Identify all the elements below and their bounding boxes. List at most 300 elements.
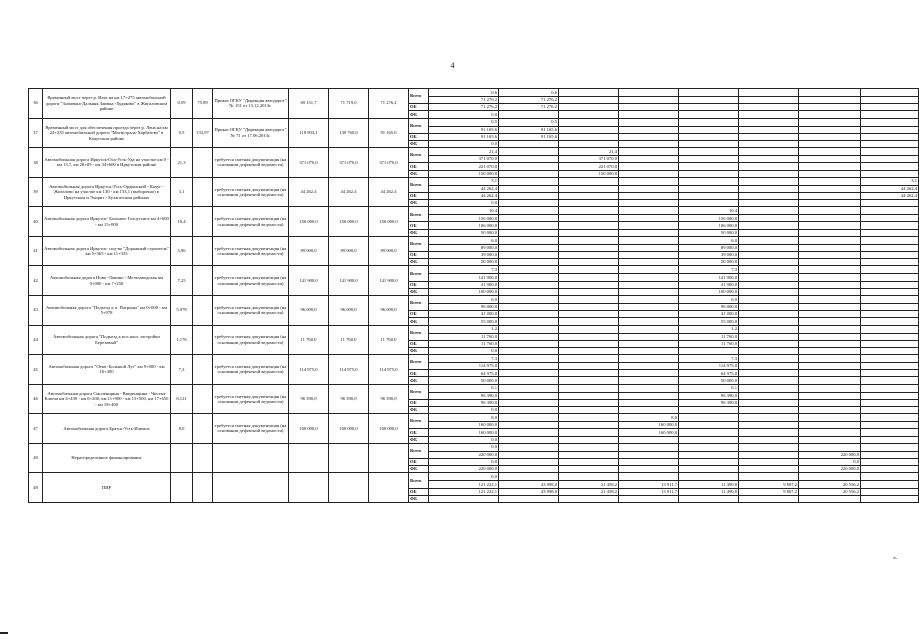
cost-percent [193, 325, 213, 355]
amount-cell [861, 436, 919, 443]
amount-cell [499, 156, 559, 163]
amount-cell [619, 163, 679, 170]
amount-cell: 106 000,0 [679, 222, 739, 229]
amount-cell [799, 384, 861, 392]
amount-cell [619, 443, 679, 451]
amount-cell [559, 318, 619, 325]
amount-cell [739, 259, 799, 266]
amount-cell: 41 000,0 [429, 311, 499, 318]
cost-percent [193, 355, 213, 385]
document-table-wrapper [28, 88, 917, 503]
funding-kind-label: Всего [409, 355, 429, 370]
amount-cell [739, 473, 799, 481]
amount-cell [499, 399, 559, 406]
amount-cell: 41 900,0 [679, 281, 739, 288]
funding-kind-label: Всего [409, 89, 429, 104]
amount-cell [679, 163, 739, 170]
amount-cell [499, 288, 559, 295]
amount-cell: 6,0 [429, 295, 499, 303]
funding-kind-label: Всего [409, 414, 429, 429]
amount-cell [499, 244, 559, 251]
remaining-cost: 96 000,0 [369, 295, 409, 325]
amount-cell: 41 900,0 [429, 281, 499, 288]
amount-cell [619, 236, 679, 244]
amount-cell: 6,0 [679, 295, 739, 303]
table-row [29, 325, 919, 333]
amount-cell [499, 303, 559, 310]
amount-cell [679, 185, 739, 192]
amount-cell [619, 473, 679, 481]
amount-cell: 20 556,2 [799, 481, 861, 488]
table-row [29, 414, 919, 422]
amount-cell: 71 276,2 [499, 97, 559, 104]
amount-cell [739, 295, 799, 303]
current-cost: 44 262,4 [329, 177, 369, 207]
amount-cell: 96 390,0 [679, 399, 739, 406]
amount-cell [679, 443, 739, 451]
amount-cell [799, 148, 861, 156]
amount-cell: 20 556,2 [799, 488, 861, 495]
amount-cell [499, 200, 559, 207]
amount-cell: 50 000,0 [679, 377, 739, 384]
amount-cell: 160 000,0 [619, 429, 679, 436]
funding-kind-label: ОБ [409, 281, 429, 288]
amount-cell [619, 118, 679, 126]
row-number: 42 [29, 266, 43, 296]
amount-cell [559, 259, 619, 266]
amount-cell [799, 133, 861, 140]
amount-cell [559, 495, 619, 502]
document-basis: требуется сметная документация (на основании дефектной ведомости) [213, 325, 289, 355]
amount-cell [799, 118, 861, 126]
funding-kind-label: ФБ [409, 288, 429, 295]
amount-cell: 89 000,0 [429, 244, 499, 251]
amount-cell [559, 443, 619, 451]
funding-kind-label: ФБ [409, 259, 429, 266]
amount-cell [861, 443, 919, 451]
amount-cell: 55 000,0 [679, 318, 739, 325]
amount-cell [619, 274, 679, 281]
amount-cell: 13 911,7 [619, 488, 679, 495]
amount-cell [559, 281, 619, 288]
amount-cell [499, 236, 559, 244]
remaining-cost [369, 443, 409, 473]
amount-cell [739, 170, 799, 177]
amount-cell [739, 104, 799, 111]
funding-kind-label: ФБ [409, 495, 429, 502]
amount-cell [619, 281, 679, 288]
document-basis: требуется сметная документация (на основании дефектной ведомости) [213, 266, 289, 296]
remaining-cost: 160 000,0 [369, 414, 409, 444]
amount-cell [861, 244, 919, 251]
amount-cell [559, 126, 619, 133]
amount-cell [499, 281, 559, 288]
funding-kind-label: ОБ [409, 104, 429, 111]
amount-cell [739, 252, 799, 259]
object-name: Временный мост через р. Иата на км 17+275 автомобильной дороги "Залменка-Дальняя Заимка -Худяково" в Жигаловском районе [43, 89, 171, 119]
amount-cell [861, 355, 919, 363]
row-number: 40 [29, 207, 43, 237]
amount-cell [499, 422, 559, 429]
amount-cell: 221 070,0 [559, 163, 619, 170]
amount-cell [559, 236, 619, 244]
amount-cell [499, 266, 559, 274]
table-row [29, 177, 919, 185]
amount-cell [499, 229, 559, 236]
amount-cell [799, 259, 861, 266]
cost-percent [193, 177, 213, 207]
amount-cell: 220 000,0 [429, 466, 499, 473]
funding-kind-label: Всего [409, 443, 429, 458]
amount-cell [861, 399, 919, 406]
amount-cell [559, 311, 619, 318]
amount-cell [619, 200, 679, 207]
amount-cell [799, 244, 861, 251]
amount-cell: 114 975,0 [679, 363, 739, 370]
amount-cell [679, 200, 739, 207]
remaining-cost: 371 070,0 [369, 148, 409, 178]
document-basis [213, 473, 289, 503]
amount-cell: 21 458,2 [559, 481, 619, 488]
amount-cell [679, 473, 739, 481]
amount-cell [559, 222, 619, 229]
object-name: Нераспределенное финансирование [43, 443, 171, 473]
amount-cell [499, 347, 559, 354]
amount-cell [799, 89, 861, 97]
amount-cell [861, 295, 919, 303]
amount-cell [861, 488, 919, 495]
amount-cell [739, 244, 799, 251]
amount-cell [559, 458, 619, 465]
amount-cell [499, 318, 559, 325]
amount-cell [559, 466, 619, 473]
amount-cell: 44 262,4 [861, 185, 919, 192]
amount-cell [861, 377, 919, 384]
amount-cell: 43 998,0 [499, 488, 559, 495]
amount-cell [739, 140, 799, 147]
amount-cell [861, 229, 919, 236]
amount-cell [861, 325, 919, 333]
amount-cell: 50 000,0 [429, 377, 499, 384]
table-row [29, 118, 919, 126]
amount-cell: 55 000,0 [429, 318, 499, 325]
document-basis: требуется сметная документация (на основании дефектной ведомости) [213, 177, 289, 207]
amount-cell: 6,1 [679, 384, 739, 392]
amount-cell: 39 000,0 [679, 252, 739, 259]
amount-cell [799, 355, 861, 363]
amount-cell: 0,0 [429, 111, 499, 118]
amount-cell [739, 185, 799, 192]
amount-cell: 11 760,0 [679, 333, 739, 340]
amount-cell [679, 422, 739, 429]
amount-cell [861, 259, 919, 266]
amount-cell: 6,0 [679, 236, 739, 244]
amount-cell [799, 200, 861, 207]
amount-cell [559, 399, 619, 406]
amount-cell: 0,5 [499, 118, 559, 126]
table-row [29, 473, 919, 481]
amount-cell [861, 429, 919, 436]
amount-cell: 220 000,0 [799, 451, 861, 458]
amount-cell: 0,6 [499, 89, 559, 97]
amount-cell [861, 140, 919, 147]
amount-cell [619, 215, 679, 222]
amount-cell [619, 495, 679, 502]
amount-cell [799, 407, 861, 414]
amount-cell [619, 355, 679, 363]
amount-cell [739, 443, 799, 451]
amount-cell [739, 118, 799, 126]
funding-kind-label: ОБ [409, 458, 429, 465]
amount-cell [799, 215, 861, 222]
amount-cell [499, 414, 559, 422]
amount-cell [739, 192, 799, 199]
amount-cell [861, 340, 919, 347]
row-number: 39 [29, 177, 43, 207]
amount-cell [739, 200, 799, 207]
table-row [29, 295, 919, 303]
amount-cell [499, 436, 559, 443]
amount-cell: 91 165,6 [429, 126, 499, 133]
amount-cell [861, 414, 919, 422]
amount-cell [499, 311, 559, 318]
amount-cell [861, 156, 919, 163]
amount-cell: 0,0 [429, 443, 499, 451]
length-km: 5,96 [171, 236, 193, 266]
amount-cell [679, 111, 739, 118]
estimated-cost: 156 000,0 [289, 207, 329, 237]
row-number: 36 [29, 89, 43, 119]
amount-cell [861, 281, 919, 288]
amount-cell [499, 259, 559, 266]
amount-cell [861, 303, 919, 310]
amount-cell [619, 126, 679, 133]
amount-cell [739, 422, 799, 429]
object-name: Автомобильная дорога Иркутск- Большое Голоустное км 4+600 - км 15+000 [43, 207, 171, 237]
amount-cell [559, 340, 619, 347]
amount-cell [619, 325, 679, 333]
amount-cell [559, 229, 619, 236]
amount-cell [861, 104, 919, 111]
amount-cell: 64 975,0 [679, 370, 739, 377]
table-row [29, 384, 919, 392]
amount-cell [739, 163, 799, 170]
amount-cell [679, 495, 739, 502]
amount-cell: 89 000,0 [679, 244, 739, 251]
amount-cell: 7,3 [429, 266, 499, 274]
amount-cell: 0,0 [429, 407, 499, 414]
amount-cell [739, 318, 799, 325]
funding-kind-label: ОБ [409, 222, 429, 229]
amount-cell: 50 000,0 [429, 259, 499, 266]
amount-cell [739, 126, 799, 133]
amount-cell [559, 295, 619, 303]
amount-cell [799, 140, 861, 147]
amount-cell [799, 156, 861, 163]
amount-cell [559, 355, 619, 363]
funding-kind-label: ОБ [409, 192, 429, 199]
amount-cell [619, 288, 679, 295]
amount-cell: 1,2 [429, 325, 499, 333]
amount-cell [499, 140, 559, 147]
amount-cell [499, 407, 559, 414]
amount-cell [799, 333, 861, 340]
funding-kind-label: ФБ [409, 318, 429, 325]
amount-cell [799, 370, 861, 377]
object-name: Автомобильная дорога Смоленщина - Введенщина - Чистые Ключи км 4+439 - км 6+200, км 11+900 - км 15+500, км 17+650 - км 18+400 [43, 384, 171, 414]
amount-cell [559, 192, 619, 199]
amount-cell [679, 118, 739, 126]
amount-cell [679, 414, 739, 422]
document-basis: требуется сметная документация (на основании дефектной ведомости) [213, 414, 289, 444]
amount-cell [861, 266, 919, 274]
document-basis: Приказ ОГКУ "Дирекция автодорог" № 71 от 17.06.2013г. [213, 118, 289, 148]
amount-cell [619, 466, 679, 473]
cost-percent [193, 207, 213, 237]
current-cost: 130 760,6 [329, 118, 369, 148]
amount-cell: 6,1 [429, 384, 499, 392]
amount-cell [739, 111, 799, 118]
amount-cell [499, 192, 559, 199]
funding-kind-label: ФБ [409, 170, 429, 177]
amount-cell: 71 276,2 [429, 97, 499, 104]
funding-kind-label: ОБ [409, 370, 429, 377]
amount-cell [499, 170, 559, 177]
cost-percent [193, 384, 213, 414]
amount-cell [799, 97, 861, 104]
amount-cell: 160 000,0 [619, 422, 679, 429]
amount-cell [739, 495, 799, 502]
amount-cell [799, 436, 861, 443]
length-km: 7,3 [171, 355, 193, 385]
funding-kind-label: Всего [409, 148, 429, 163]
funding-kind-label: ФБ [409, 407, 429, 414]
table-row [29, 148, 919, 156]
amount-cell: 0,5 [429, 118, 499, 126]
amount-cell: 0,0 [429, 347, 499, 354]
amount-cell [861, 311, 919, 318]
amount-cell [429, 495, 499, 502]
amount-cell: 39 000,0 [429, 252, 499, 259]
amount-cell [739, 215, 799, 222]
amount-cell [861, 215, 919, 222]
amount-cell: 11 760,0 [679, 340, 739, 347]
amount-cell [739, 451, 799, 458]
amount-cell: 371 070,0 [559, 156, 619, 163]
amount-cell [559, 200, 619, 207]
amount-cell [559, 252, 619, 259]
amount-cell [499, 295, 559, 303]
amount-cell [799, 266, 861, 274]
amount-cell: 141 900,0 [679, 274, 739, 281]
object-name: Автомобильная дорога "Подъезд к п. Патроны" км 0+000 - км 5+978 [43, 295, 171, 325]
amount-cell [499, 325, 559, 333]
amount-cell [619, 347, 679, 354]
amount-cell [799, 177, 861, 185]
amount-cell: 96 390,0 [679, 392, 739, 399]
page-number: 4 [450, 61, 455, 70]
amount-cell [861, 89, 919, 97]
amount-cell [559, 266, 619, 274]
current-cost [329, 473, 369, 503]
amount-cell [799, 363, 861, 370]
table-row [29, 355, 919, 363]
amount-cell [499, 215, 559, 222]
scan-corner-mark [0, 632, 8, 634]
amount-cell [739, 436, 799, 443]
amount-cell [559, 347, 619, 354]
amount-cell [559, 97, 619, 104]
amount-cell [559, 140, 619, 147]
row-number: 47 [29, 414, 43, 444]
amount-cell [619, 311, 679, 318]
amount-cell [799, 274, 861, 281]
table-row [29, 207, 919, 215]
amount-cell [559, 207, 619, 215]
amount-cell [499, 458, 559, 465]
amount-cell: 150 000,0 [559, 170, 619, 177]
amount-cell [559, 451, 619, 458]
amount-cell [619, 97, 679, 104]
amount-cell: 8,0 [619, 414, 679, 422]
amount-cell [559, 436, 619, 443]
amount-cell: 3,1 [429, 177, 499, 185]
length-km: 3,1 [171, 177, 193, 207]
amount-cell: 9 807,2 [739, 488, 799, 495]
amount-cell: 13 911,7 [619, 481, 679, 488]
amount-cell [861, 222, 919, 229]
amount-cell [499, 466, 559, 473]
amount-cell: 220 000,0 [429, 451, 499, 458]
amount-cell: 91 165,6 [429, 133, 499, 140]
table-row [29, 443, 919, 451]
amount-cell [619, 407, 679, 414]
object-name: Автомобильная дорога Иркутск- под-во "Дорожный строитель" км 5+365 - км 11+335 [43, 236, 171, 266]
length-km: 10,4 [171, 207, 193, 237]
amount-cell [499, 333, 559, 340]
amount-cell [861, 252, 919, 259]
amount-cell [559, 215, 619, 222]
amount-cell [619, 148, 679, 156]
amount-cell [861, 207, 919, 215]
estimated-cost [289, 443, 329, 473]
amount-cell: 0,0 [429, 458, 499, 465]
amount-cell: 0,0 [429, 200, 499, 207]
amount-cell [861, 236, 919, 244]
current-cost: 71 719,0 [329, 89, 369, 119]
amount-cell [799, 295, 861, 303]
object-name: Автомобильная дорога Братск-Усть-Илимск [43, 414, 171, 444]
current-cost: 114 975,0 [329, 355, 369, 385]
cost-percent [193, 236, 213, 266]
amount-cell [619, 140, 679, 147]
amount-cell [619, 192, 679, 199]
amount-cell: 0,0 [429, 436, 499, 443]
funding-kind-label: ФБ [409, 200, 429, 207]
amount-cell [559, 325, 619, 333]
estimated-cost: 89 000,0 [289, 236, 329, 266]
funding-kind-label: ФБ [409, 436, 429, 443]
amount-cell [799, 325, 861, 333]
amount-cell [799, 495, 861, 502]
amount-cell [619, 303, 679, 310]
amount-cell [861, 347, 919, 354]
length-km [171, 443, 193, 473]
amount-cell [619, 89, 679, 97]
amount-cell [739, 207, 799, 215]
amount-cell [559, 407, 619, 414]
amount-cell [739, 407, 799, 414]
